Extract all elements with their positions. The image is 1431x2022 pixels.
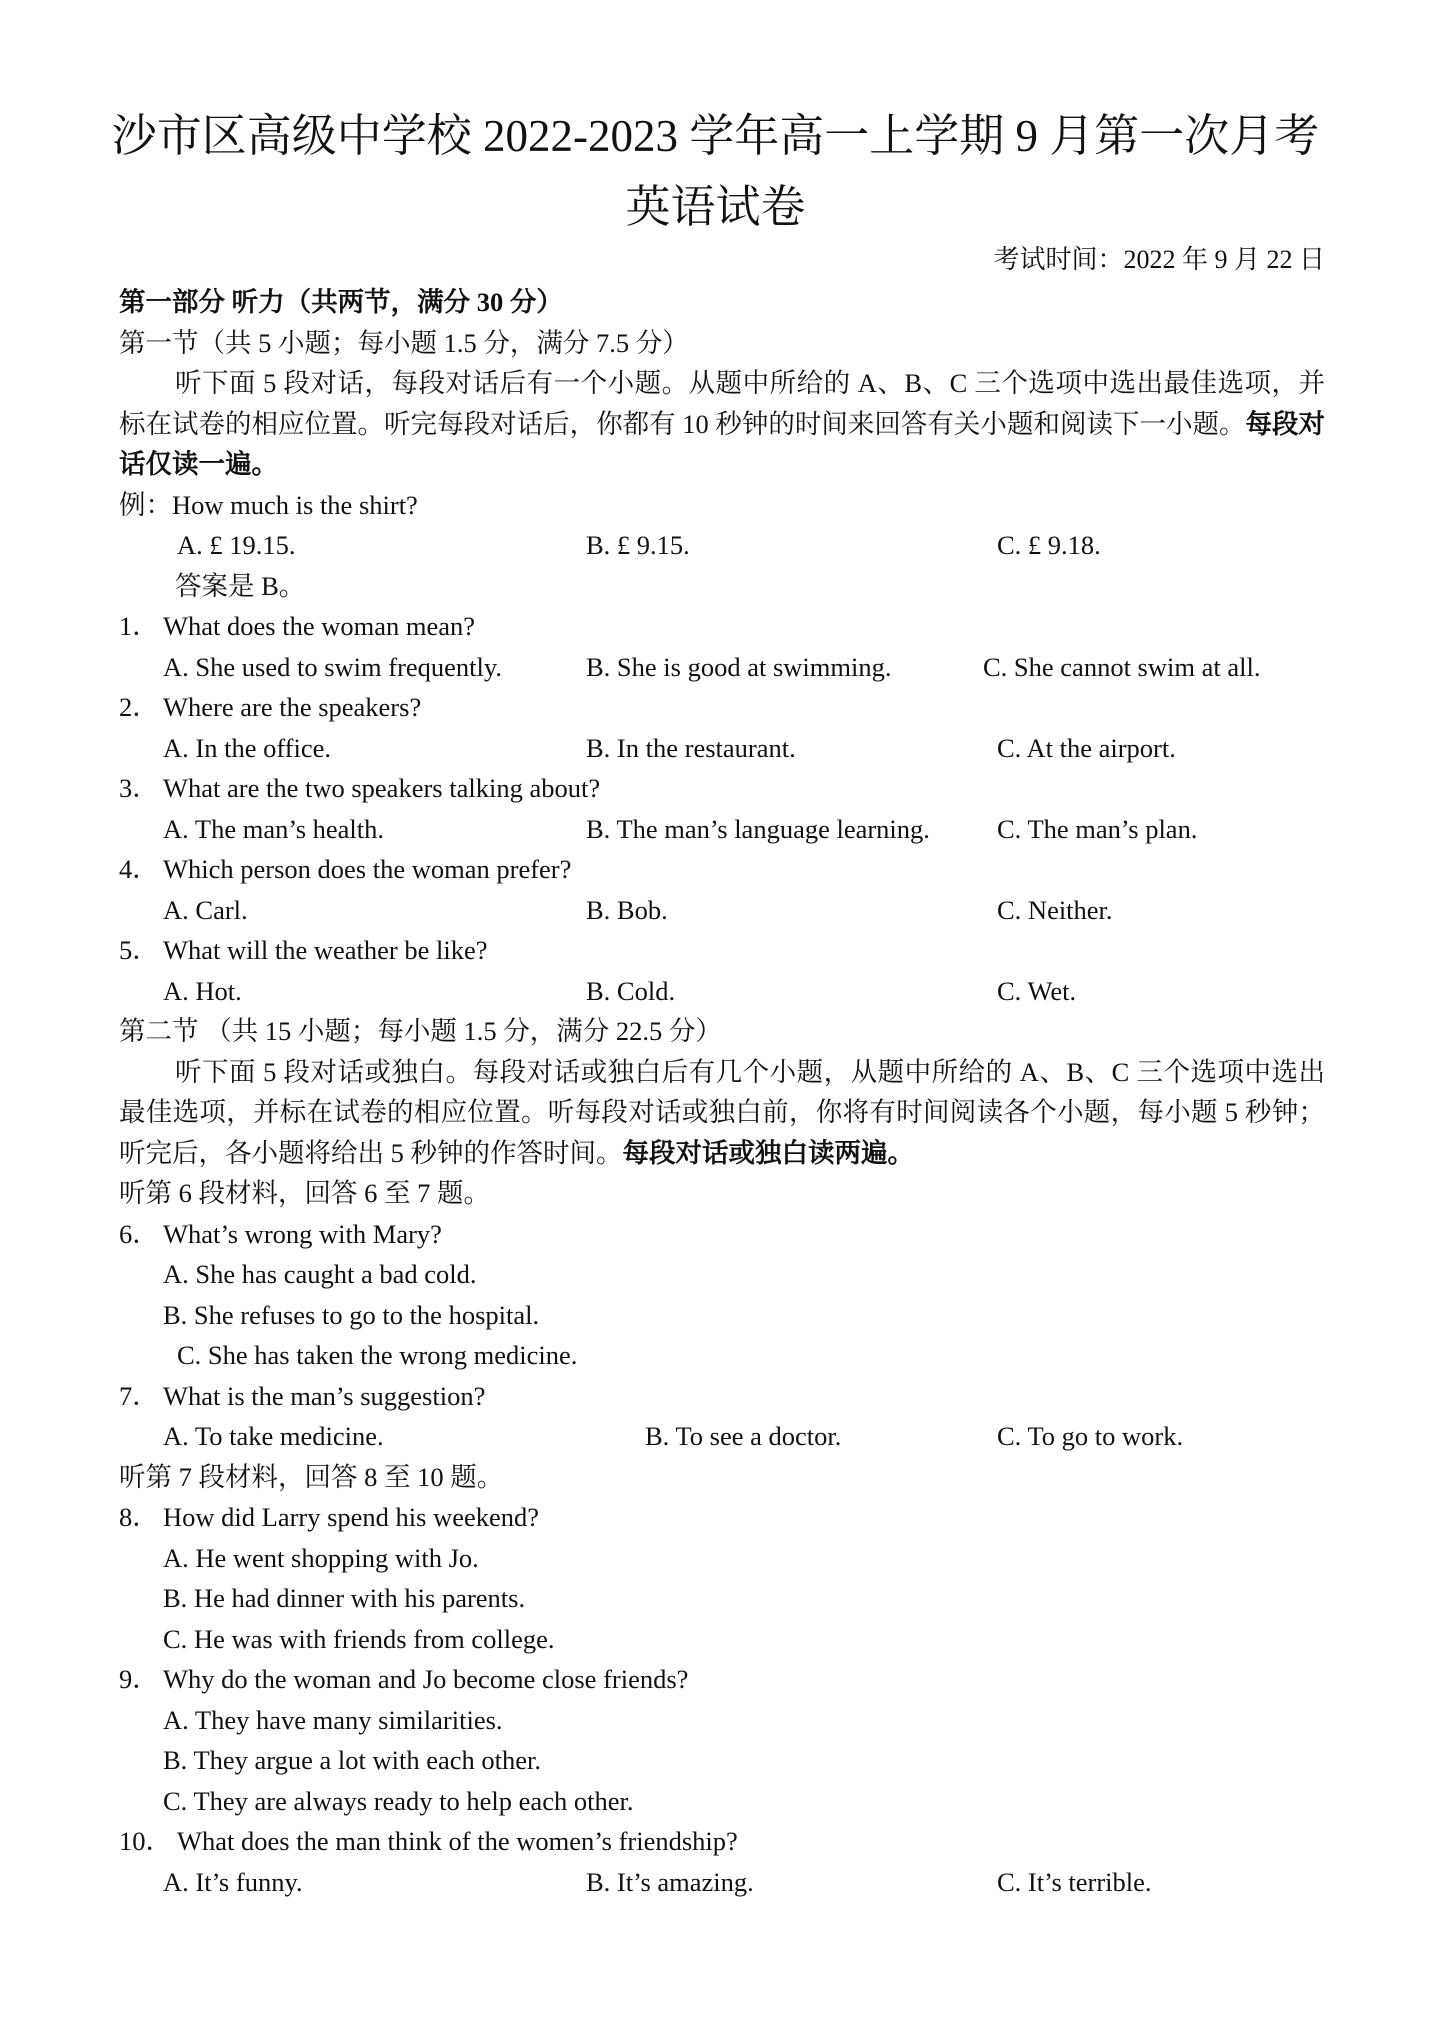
question-number: 9． [119, 1664, 159, 1694]
question-1 [119, 606, 1325, 647]
example-question: 例：How much is the shirt? [119, 489, 418, 520]
option-a: A. It’s funny. [163, 1866, 303, 1897]
question-5 [119, 930, 1325, 971]
question-10-options [119, 1862, 1325, 1903]
question-10 [119, 1821, 1325, 1862]
option-c: C. At the airport. [997, 732, 1176, 763]
option-a: A. She has caught a bad cold. [163, 1259, 477, 1289]
question-number: 8． [119, 1502, 159, 1532]
question-text: What’s wrong with Mary? [163, 1218, 442, 1249]
option-b: B. She is good at swimming. [586, 651, 892, 682]
question-text: Where are the speakers? [163, 692, 422, 722]
question-text: What is the man’s suggestion? [163, 1380, 486, 1411]
material-6-label: 听第 6 段材料，回答 6 至 7 题。 [119, 1178, 490, 1208]
question-4-options [119, 890, 1325, 931]
example-options [119, 525, 1325, 566]
question-text: What does the woman mean? [163, 611, 475, 641]
question-5-options [119, 971, 1325, 1012]
example-answer: 答案是 B。 [175, 570, 306, 601]
option-a: A. Carl. [163, 894, 248, 925]
option-c: C. Neither. [997, 894, 1113, 925]
section1-instructions [119, 363, 1325, 485]
exam-time: 考试时间：2022 年 9 月 22 日 [993, 245, 1325, 274]
question-text: What will the weather be like? [163, 935, 488, 965]
material-7-label: 听第 7 段材料，回答 8 至 10 题。 [119, 1461, 504, 1492]
question-9 [119, 1659, 1325, 1700]
option-b: B. He had dinner with his parents. [163, 1583, 526, 1613]
exam-content [119, 282, 1325, 1902]
section1-instructions-bold: 每段对话仅读一遍。 [119, 408, 1326, 479]
question-8 [119, 1497, 1325, 1538]
option-b: B. The man’s language learning. [586, 813, 930, 844]
question-number: 6． [119, 1218, 159, 1249]
option-a: A. Hot. [163, 975, 242, 1006]
question-2-options [119, 728, 1325, 769]
option-b: B. To see a doctor. [645, 1421, 842, 1451]
example-option-b: B. £ 9.15. [586, 530, 690, 560]
example-option-c: C. £ 9.18. [997, 530, 1101, 560]
question-text: What are the two speakers talking about? [163, 773, 601, 803]
question-text: What does the man think of the women’s friendship? [177, 1826, 738, 1856]
question-2 [119, 687, 1325, 728]
question-number: 2． [119, 692, 159, 722]
option-b: B. Bob. [586, 894, 668, 925]
option-b: B. It’s amazing. [586, 1866, 754, 1897]
option-b: B. They argue a lot with each other. [163, 1745, 542, 1775]
question-number: 5． [119, 935, 159, 965]
section1-heading: 第一节（共 5 小题；每小题 1.5 分，满分 7.5 分） [119, 327, 689, 358]
section2-heading: 第二节 （共 15 小题；每小题 1.5 分，满分 22.5 分） [119, 1016, 722, 1046]
section2-instructions-text: 听下面 5 段对话或独白。每段对话或独白后有几个小题，从题中所给的 A、B、C 三个选项中选出最佳选项，并标在试卷的相应位置。听每段对话或独白前，你将有时间阅读各个小题，每小题 5 秒钟；听完后，各小题将给出 5 秒钟的作答时间。 [119, 1056, 1325, 1168]
option-c: C. She cannot swim at all. [983, 651, 1261, 682]
option-a: A. To take medicine. [163, 1421, 384, 1451]
option-c: C. They are always ready to help each other. [163, 1785, 634, 1816]
section2-instructions [119, 1052, 1325, 1174]
option-a: A. She used to swim frequently. [163, 651, 503, 682]
question-1-options [119, 647, 1325, 688]
option-a: A. They have many similarities. [163, 1704, 503, 1735]
option-a: A. He went shopping with Jo. [163, 1542, 479, 1573]
option-c: C. She has taken the wrong medicine. [177, 1340, 578, 1370]
example-option-a: A. £ 19.15. [177, 530, 296, 560]
option-c: C. The man’s plan. [997, 813, 1198, 844]
option-a: A. In the office. [163, 732, 332, 763]
question-number: 4． [119, 854, 159, 884]
question-text: How did Larry spend his weekend? [163, 1502, 540, 1532]
option-c: C. Wet. [997, 975, 1077, 1006]
option-a: A. The man’s health. [163, 813, 385, 844]
question-text: Which person does the woman prefer? [163, 854, 572, 884]
exam-subject-title: 英语试卷 [625, 182, 806, 232]
part1-heading: 第一部分 听力（共两节，满分 30 分） [119, 287, 563, 317]
question-text: Why do the woman and Jo become close friends? [163, 1664, 689, 1694]
question-3-options [119, 809, 1325, 850]
option-c: C. To go to work. [997, 1421, 1184, 1451]
question-number: 7． [119, 1380, 159, 1411]
question-7-options [119, 1416, 1325, 1457]
question-number: 3． [119, 773, 159, 803]
option-b: B. She refuses to go to the hospital. [163, 1299, 540, 1330]
question-number: 1． [119, 611, 159, 641]
question-4 [119, 849, 1325, 890]
section2-instructions-bold: 每段对话或独白读两遍。 [622, 1137, 914, 1168]
exam-title: 沙市区高级中学校 2022-2023 学年高一上学期 9 月第一次月考 [111, 111, 1320, 161]
question-7 [119, 1376, 1325, 1417]
section1-instructions-text: 听下面 5 段对话，每段对话后有一个小题。从题中所给的 A、B、C 三个选项中选出最佳选项，并标在试卷的相应位置。听完每段对话后，你都有 10 秒钟的时间来回答有关小题和阅读下一小题。 [119, 368, 1325, 439]
option-c: C. It’s terrible. [997, 1866, 1152, 1897]
option-b: B. In the restaurant. [586, 732, 796, 763]
question-6 [119, 1214, 1325, 1255]
option-c: C. He was with friends from college. [163, 1623, 555, 1654]
question-number: 10． [119, 1826, 172, 1856]
question-3 [119, 768, 1325, 809]
option-b: B. Cold. [586, 975, 676, 1006]
